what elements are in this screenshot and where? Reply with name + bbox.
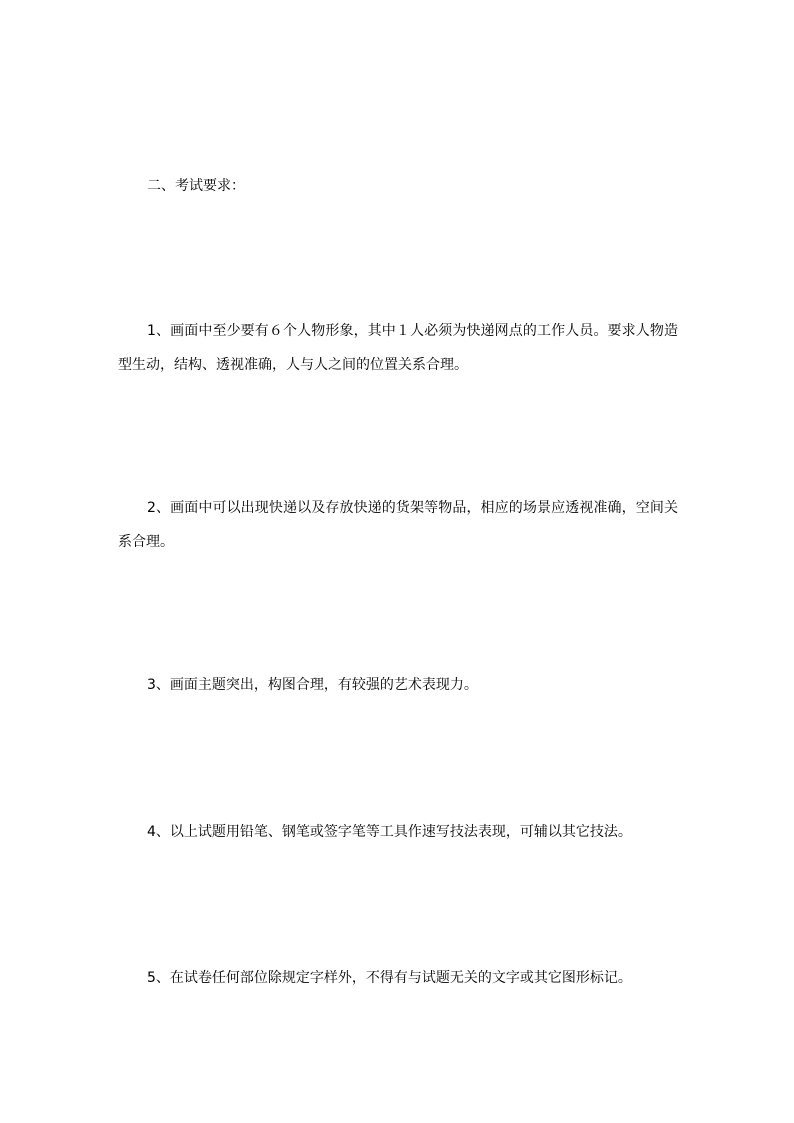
section-title: 二、考试要求： [147,178,245,194]
requirement-item-2: 2、画面中可以出现快递以及存放快递的货架等物品，相应的场景应透视准确，空间关系合理。 [118,500,678,550]
requirement-item-1: 1、画面中至少要有６个人物形象，其中１人必须为快递网点的工作人员。要求人物造型生动，结构、透视准确，人与人之间的位置关系合理。 [118,323,678,373]
requirement-item-4: 4、以上试题用铅笔、钢笔或签字笔等工具作速写技法表现，可辅以其它技法。 [147,824,632,840]
requirement-item-3: 3、画面主题突出，构图合理，有较强的艺术表现力。 [147,677,478,693]
requirement-item-5: 5、在试卷任何部位除规定字样外，不得有与试题无关的文字或其它图形标记。 [147,970,632,986]
